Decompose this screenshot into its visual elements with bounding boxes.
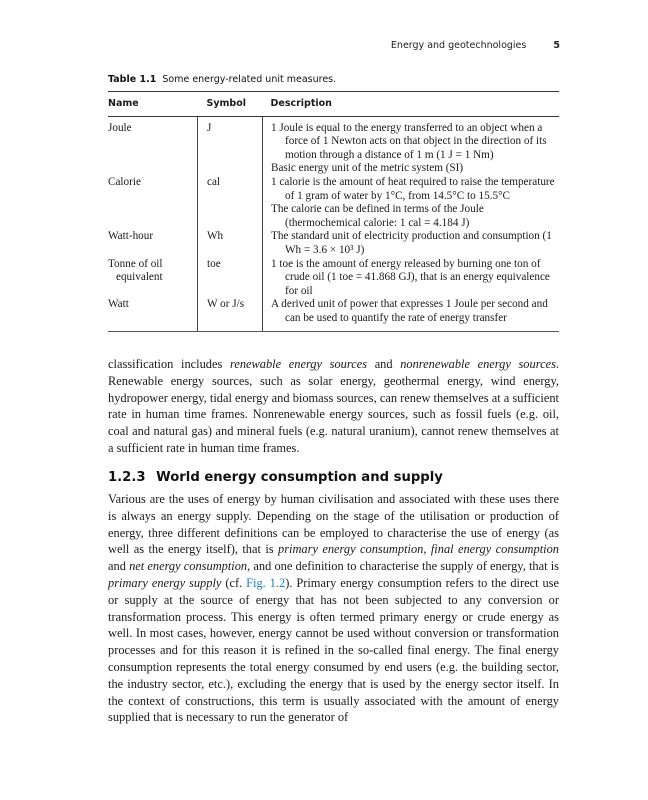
cell-symbol: toe bbox=[198, 258, 263, 299]
table-row bbox=[108, 230, 559, 257]
running-head bbox=[391, 40, 560, 51]
paragraph-text bbox=[108, 356, 559, 457]
section-heading bbox=[108, 470, 443, 485]
description-line: 1 calorie is the amount of heat required to raise the temperature of 1 gram of water by 1°C, from 14.5°C to 15.5°C bbox=[271, 175, 555, 202]
description-line: Basic energy unit of the metric system (SI) bbox=[271, 162, 464, 175]
figure-link[interactable]: Fig. 1.2 bbox=[246, 575, 286, 590]
cell-name bbox=[108, 258, 198, 299]
section-number: 1.2.3 bbox=[108, 470, 146, 485]
description-line: 1 Joule is equal to the energy transferred to an object when a force of 1 Newton acts on that object in the direction of its motion through a distance of 1 m (1 J = 1 Nm) bbox=[271, 121, 547, 161]
column-header-name: Name bbox=[108, 92, 198, 117]
text-run: , and one definition to characterise the supply of energy, that is bbox=[247, 559, 559, 574]
table-1-1 bbox=[108, 74, 559, 332]
description-line: The calorie can be defined in terms of the Joule (thermochemical calorie: 1 cal = 4.184 J) bbox=[271, 203, 484, 229]
cell-name: Calorie bbox=[108, 176, 198, 230]
cell-name: Watt-hour bbox=[108, 230, 198, 257]
text-run: classification includes bbox=[108, 357, 230, 371]
emphasis-primary-consumption: primary energy consumption bbox=[278, 542, 424, 557]
cell-description bbox=[263, 258, 560, 299]
paragraph-energy-consumption bbox=[108, 491, 559, 726]
text-run: (cf. bbox=[221, 575, 247, 590]
text-run: ). Primary energy consumption refers to the direct use or supply at the source of energy that has not been subjected to any conversion or transformation process. This energy is often termed primary energy or crude energy as well. In most cases, however, energy cannot be used without conversion or transformation processes and for this reason it is refined in the so-called final energy. The final energy consumption represents the total energy consumed by end users (e.g. the building sector, the industry sector, etc.), excluding the energy that is used by the energy sector itself. In the context of constructions, this term is usually associated with the amount of energy supplied that is necessary to run the generator of bbox=[108, 575, 560, 725]
column-header-description: Description bbox=[263, 92, 560, 117]
description-line: A derived unit of power that expresses 1 Joule per second and can be used to quantify the rate of energy transfer bbox=[271, 298, 548, 324]
running-head-title: Energy and geotechnologies bbox=[390, 40, 527, 51]
cell-symbol: J bbox=[198, 116, 263, 176]
cell-description bbox=[263, 116, 560, 176]
cell-symbol: Wh bbox=[198, 230, 263, 257]
description-line: 1 toe is the amount of energy released by burning one ton of crude oil (1 toe = 41.868 GJ), that is an energy equivalence for oil bbox=[271, 257, 550, 297]
page-number: 5 bbox=[553, 40, 560, 51]
emphasis-final-consumption: final energy consumption bbox=[430, 542, 559, 557]
text-run: Various are the uses of energy by human civilisation and associated with these uses there is always an energy supply. Depending on the stage of the utilisation or production of energy, three different definitions can be employed to characterise the use of energy (as well as the energy itself), that is bbox=[108, 492, 559, 557]
table-caption-label: Table 1.1 bbox=[108, 74, 157, 85]
cell-symbol: W or J/s bbox=[198, 298, 263, 331]
table-caption bbox=[108, 74, 559, 85]
cell-name-text: Tonne of oil equivalent bbox=[108, 257, 163, 284]
cell-description bbox=[263, 298, 560, 331]
table-row bbox=[108, 116, 559, 176]
cell-description bbox=[263, 230, 560, 257]
column-header-symbol: Symbol bbox=[198, 92, 263, 117]
text-run: , bbox=[423, 542, 431, 557]
cell-symbol: cal bbox=[198, 176, 263, 230]
table-row bbox=[108, 258, 559, 299]
cell-description bbox=[263, 176, 560, 230]
emphasis-nonrenewable: nonrenewable energy sources bbox=[400, 357, 556, 371]
units-table bbox=[108, 91, 559, 332]
text-run: and bbox=[367, 357, 401, 371]
description-line: The standard unit of electricity production and consumption (1 Wh = 3.6 × 10³ J) bbox=[271, 230, 552, 256]
table-row bbox=[108, 176, 559, 230]
section-title: World energy consumption and supply bbox=[156, 470, 443, 485]
paragraph-text bbox=[108, 491, 559, 726]
paragraph-classification bbox=[108, 356, 559, 457]
emphasis-net-consumption: net energy consumption bbox=[129, 559, 248, 574]
emphasis-renewable: renewable energy sources bbox=[229, 357, 368, 371]
table-header-row bbox=[108, 92, 559, 117]
cell-name: Watt bbox=[108, 298, 198, 331]
text-run: and bbox=[108, 559, 130, 574]
table-row bbox=[108, 298, 559, 331]
cell-name: Joule bbox=[108, 116, 198, 176]
table-caption-text: Some energy-related unit measures. bbox=[162, 74, 337, 85]
emphasis-primary-supply: primary energy supply bbox=[108, 575, 222, 590]
text-run: . Renewable energy sources, such as solar energy, geothermal energy, wind energy, hydropower energy, tidal energy and biomass sources, can renew themselves at a sufficient rate in human time frames. Nonrenewable energy sources, such as fossil fuels (e.g. oil, coal and natural gas) and mineral fuels (e.g. natural uranium), cannot renew themselves at a sufficient rate in human time frames. bbox=[108, 357, 559, 455]
